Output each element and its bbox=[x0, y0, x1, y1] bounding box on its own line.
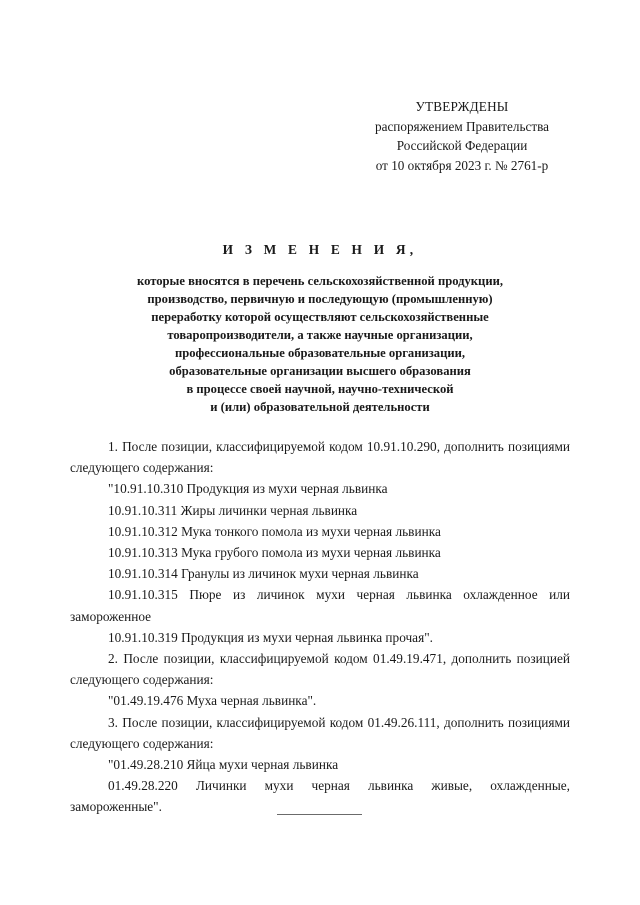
code-entry-10-91-10-313: 10.91.10.313 Мука грубого помола из мухи черная львинка bbox=[108, 545, 441, 561]
subtitle-line: образовательные организации высшего образования bbox=[169, 364, 471, 378]
document-title-block bbox=[70, 241, 570, 416]
subtitle-line: в процессе своей научной, научно-технической bbox=[186, 382, 454, 396]
code-entry-10-91-10-311: 10.91.10.311 Жиры личинки черная львинка bbox=[108, 502, 358, 518]
code-entry-10-91-10-319: 10.91.10.319 Продукция из мухи черная львинка прочая". bbox=[108, 629, 433, 645]
subtitle-line: профессиональные образовательные организации, bbox=[174, 346, 466, 360]
amendment-item-2-intro: 2. После позиции, классифицируемой кодом 01.49.19.471, дополнить позицией следующего содержания: bbox=[70, 651, 570, 688]
document-subtitle bbox=[70, 272, 570, 416]
code-entry-10-91-10-315: 10.91.10.315 Пюре из личинок мухи черная львинка охлажденное или замороженное bbox=[70, 587, 570, 624]
amendment-item-1-intro: 1. После позиции, классифицируемой кодом 10.91.10.290, дополнить позициями следующего содержания: bbox=[70, 439, 570, 476]
amendment-item-3-intro: 3. После позиции, классифицируемой кодом 01.49.26.111, дополнить позициями следующего содержания: bbox=[70, 714, 570, 751]
document-body bbox=[70, 436, 570, 818]
approval-date-and-number: от 10 октября 2023 г. № 2761-р bbox=[375, 157, 549, 173]
subtitle-line: товаропроизводители, а также научные организации, bbox=[167, 328, 473, 342]
code-entry-10-91-10-312: 10.91.10.312 Мука тонкого помола из мухи черная львинка bbox=[108, 523, 441, 539]
approval-approved-word: УТВЕРЖДЕНЫ bbox=[415, 99, 509, 114]
subtitle-line: производство, первичную и последующую (промышленную) bbox=[147, 292, 493, 306]
subtitle-line: переработку которой осуществляют сельскохозяйственные bbox=[151, 310, 489, 324]
code-entry-01-49-19-476: "01.49.19.476 Муха черная львинка". bbox=[108, 693, 317, 709]
subtitle-line: и (или) образовательной деятельности bbox=[210, 400, 430, 414]
code-entry-01-49-28-220: 01.49.28.220 Личинки мухи черная львинка живые, охлажденные, замороженные". bbox=[70, 778, 570, 815]
section-separator-rule bbox=[277, 814, 362, 815]
approval-header-block bbox=[352, 97, 572, 175]
code-entry-01-49-28-210: "01.49.28.210 Яйца мухи черная львинка bbox=[108, 757, 339, 773]
subtitle-line: которые вносятся в перечень сельскохозяйственной продукции, bbox=[137, 274, 503, 288]
code-entry-10-91-10-310: "10.91.10.310 Продукция из мухи черная львинка bbox=[108, 481, 388, 497]
approval-issuing-authority: распоряжением Правительства bbox=[375, 118, 549, 134]
page-title: И З М Е Н Е Н И Я, bbox=[222, 242, 418, 257]
approval-country: Российской Федерации bbox=[396, 138, 528, 153]
code-entry-10-91-10-314: 10.91.10.314 Гранулы из личинок мухи черная львинка bbox=[108, 566, 419, 582]
